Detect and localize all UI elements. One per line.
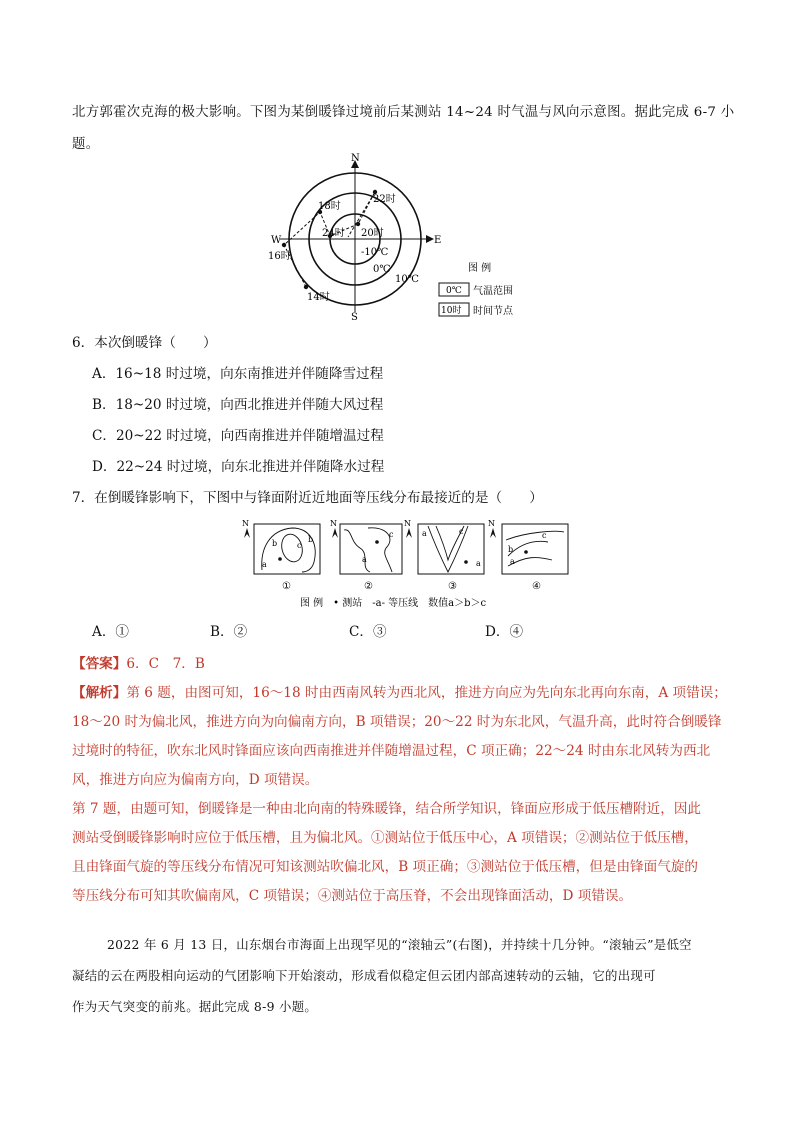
label-14: 14时: [307, 292, 330, 303]
wind-temperature-figure: [260, 152, 550, 322]
analysis-p1-l1: 第 6 题，由图可知，16～18 时由西南风转为西北风，推进方向应为先向东北再向东南，A 项错误；: [126, 685, 727, 701]
svg-text:b: b: [272, 539, 278, 548]
label-16: 16时: [268, 251, 291, 262]
analysis-p1-l3: 过境时的特征，吹东北风时锋面应该向西南推进并伴随增温过程，C 项正确；22～24 时由东北风转为西北: [72, 743, 711, 759]
svg-text:c: c: [389, 530, 394, 539]
q7-option-d[interactable]: D．④: [485, 624, 524, 640]
panel-label-3: ③: [448, 581, 457, 592]
analysis-p2-l1: 第 7 题，由题可知，倒暖锋是一种由北向南的特殊暖锋，结合所学知识，锋面应形成于低压槽附近，因此: [72, 801, 702, 817]
legend-temp-label: 气温范围: [473, 286, 513, 297]
north-label: N: [242, 519, 249, 528]
answer-text: 6．C 7．B: [126, 656, 205, 672]
q7-option-b[interactable]: B．②: [210, 624, 248, 640]
analysis-p2-l4: 等压线分布可知其吹偏南风，C 项错误；④测站位于高压脊，不会出现锋面活动，D 项错误。: [72, 888, 633, 904]
answer-line: [72, 652, 205, 672]
svg-text:N: N: [404, 519, 411, 528]
panel-3: [404, 519, 484, 592]
compass-s: S: [351, 312, 358, 322]
panel-label-1: ①: [282, 581, 291, 592]
q6-stem: 6．本次倒暖锋（ ）: [72, 335, 217, 351]
legend-time-box-text: 10时: [441, 306, 462, 316]
label-24: 24时: [322, 228, 345, 239]
svg-text:a: a: [362, 555, 367, 564]
intro-bottom-line-1: 2022 年 6 月 13 日，山东烟台市海面上出现罕见的“滚轴云”(右图)，并持续十几分钟。“滚轴云”是低空: [107, 937, 692, 952]
label-20: 20时: [361, 228, 384, 239]
analysis-p1-l4: 风，推进方向应为偏南方向，D 项错误。: [72, 772, 319, 788]
point-20: [356, 222, 360, 226]
svg-text:N: N: [330, 519, 337, 528]
temp-minus10: -10℃: [361, 247, 389, 258]
isobar-legend: 图 例 • 测站 -a- 等压线 数值a＞b＞c: [300, 598, 487, 609]
svg-text:c: c: [542, 531, 547, 540]
svg-text:N: N: [488, 519, 495, 528]
q6-option-c[interactable]: C．20~22 时过境，向西南推进并伴随增温过程: [92, 428, 384, 444]
temp-zero: 0℃: [373, 264, 391, 275]
analysis-p2-l3: 且由锋面气旋的等压线分布情况可知该测站吹偏北风，B 项正确；③测站位于低压槽，但是由锋面气旋的: [72, 859, 699, 875]
panel-2: [330, 519, 402, 592]
svg-text:b: b: [308, 535, 314, 544]
analysis-tag: 【解析】: [72, 685, 127, 701]
intro-line-2: 题。: [72, 137, 100, 152]
point-14: [304, 285, 308, 289]
intro-bottom-line-2: 凝结的云在两股相向运动的气团影响下开始滚动，形成看似稳定但云团内部高速转动的云轴，它的出现可: [72, 968, 656, 983]
compass-e: E: [434, 235, 442, 246]
svg-text:c: c: [459, 527, 464, 536]
analysis-p1-l2: 18～20 时为偏北风，推进方向为向偏南方向，B 项错误；20～22 时为东北风，气温升高，此时符合倒暖锋: [72, 714, 722, 730]
svg-text:a: a: [510, 557, 515, 566]
panel-label-4: ④: [532, 581, 541, 592]
svg-text:b: b: [508, 545, 514, 554]
legend-temp-box-text: 0℃: [446, 286, 462, 296]
intro-line-1: 北方郭霍次克海的极大影响。下图为某倒暖锋过境前后某测站 14~24 时气温与风向示意图。据此完成 6-7 小: [72, 105, 735, 120]
panel-label-2: ②: [364, 581, 373, 592]
point-16: [282, 243, 286, 247]
temp-plus10: 10℃: [395, 274, 419, 285]
intro-bottom-line-3: 作为天气突变的前兆。据此完成 8-9 小题。: [72, 999, 318, 1014]
compass-n: N: [351, 153, 360, 164]
label-22: 22时: [373, 194, 396, 205]
label-18: 18时: [318, 201, 341, 212]
compass-w: W: [271, 235, 282, 246]
north-arrow-icon: [244, 528, 250, 538]
q7-option-a[interactable]: A．①: [92, 624, 130, 640]
answer-tag: 【答案】: [72, 656, 127, 672]
svg-text:a: a: [422, 529, 427, 538]
q6-option-a[interactable]: A．16~18 时过境，向东南推进并伴随降雪过程: [92, 366, 384, 382]
panel-4: [488, 519, 568, 592]
q6-option-b[interactable]: B．18~20 时过境，向西北推进并伴随大风过程: [92, 397, 384, 413]
legend-time-label: 时间节点: [473, 306, 513, 317]
legend-title: 图 例: [468, 263, 492, 274]
q6-option-d[interactable]: D．22~24 时过境，向东北推进并伴随降水过程: [92, 459, 385, 475]
svg-text:a: a: [476, 559, 481, 568]
q7-stem: 7．在倒暖锋影响下，下图中与锋面附近近地面等压线分布最接近的是（ ）: [72, 490, 543, 506]
analysis-p2-l2: 测站受倒暖锋影响时应位于低压槽，且为偏北风。①测站位于低压中心，A 项错误；②测站位于低压槽，: [72, 830, 698, 846]
isobar-panels-figure: [236, 512, 581, 612]
svg-text:c: c: [297, 541, 302, 550]
panel-1: [242, 519, 320, 592]
q7-option-c[interactable]: C．③: [349, 624, 387, 640]
analysis-block: [72, 679, 727, 911]
svg-text:a: a: [262, 560, 267, 569]
